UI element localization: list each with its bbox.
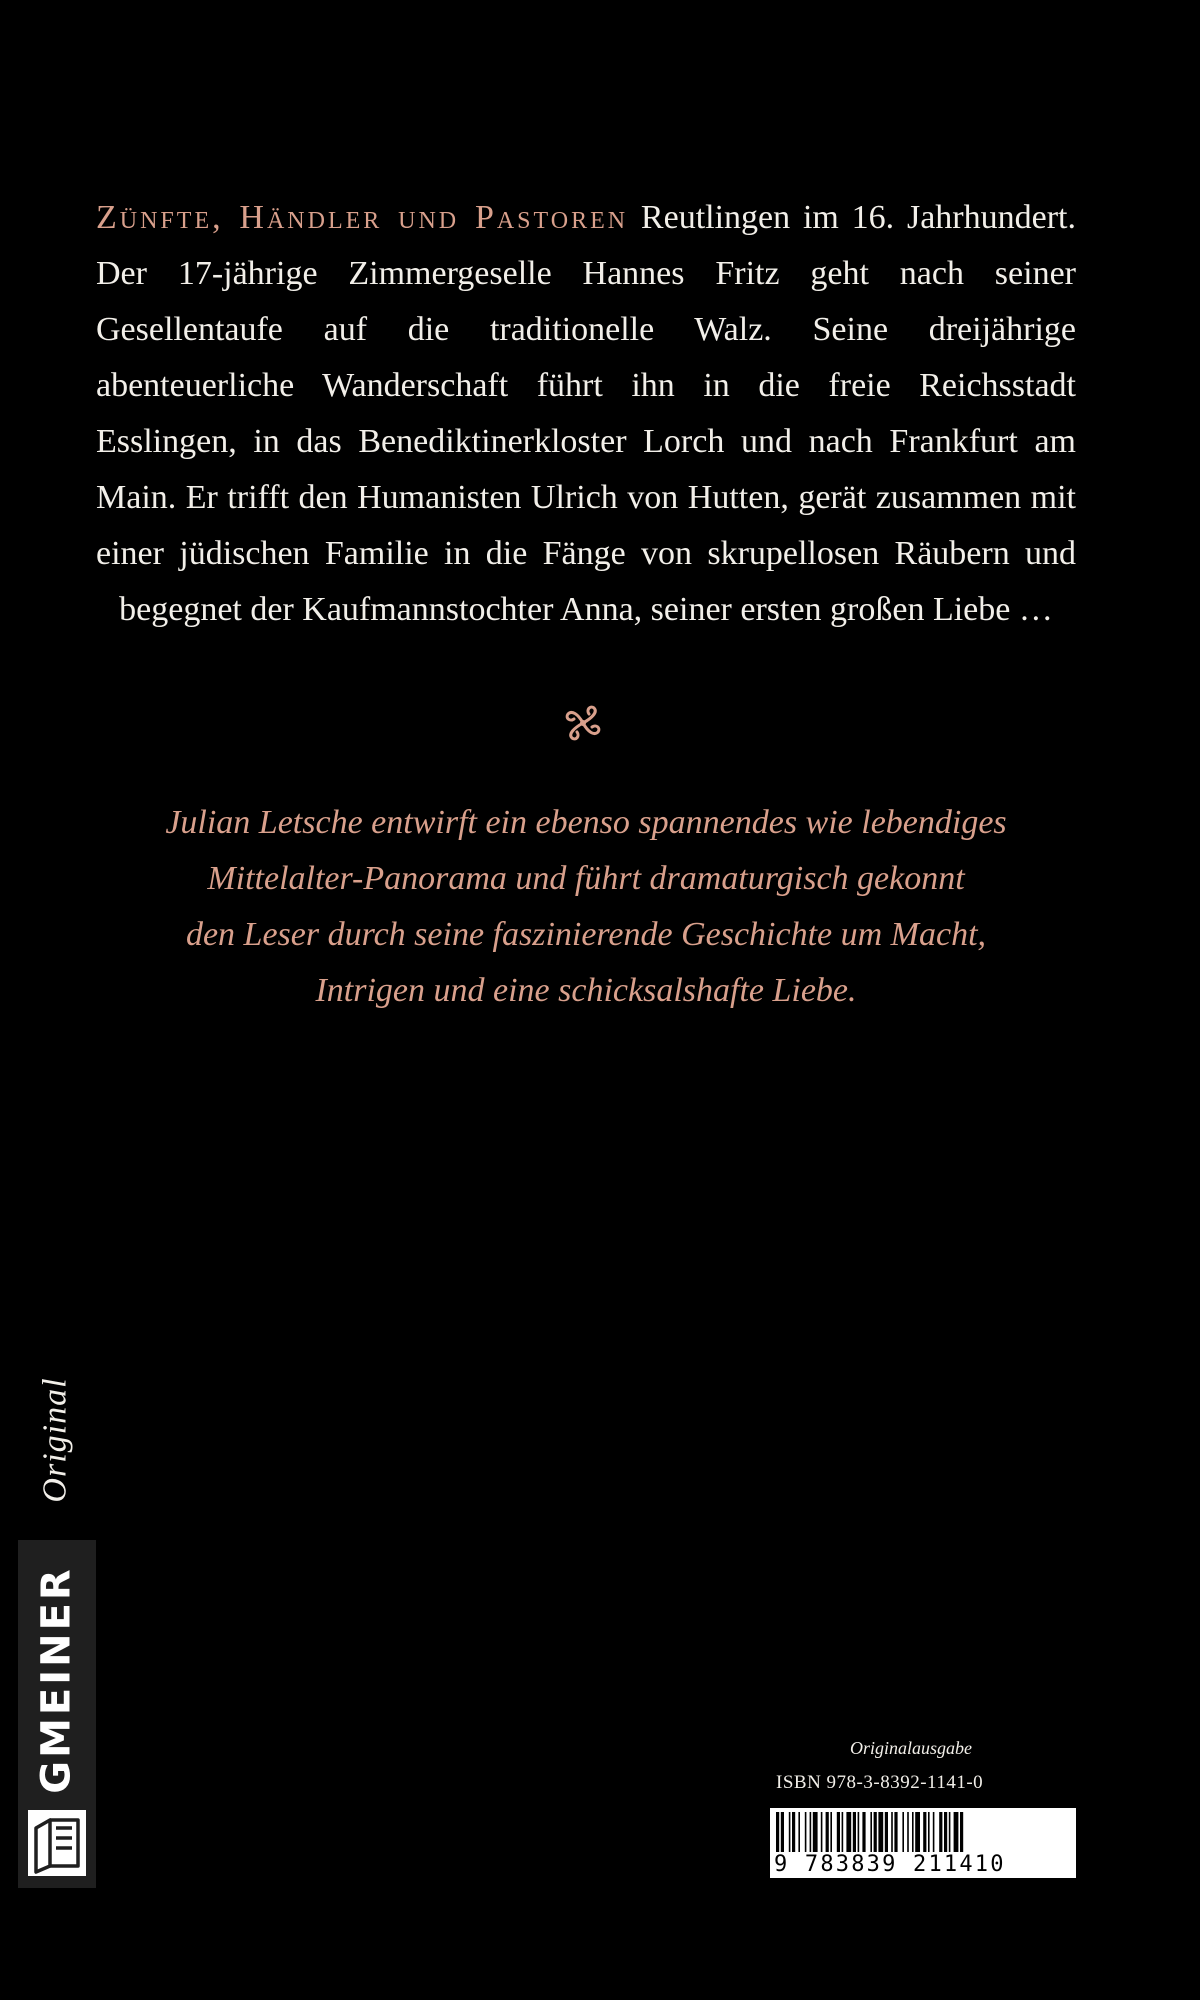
barcode-bar (805, 1812, 807, 1852)
barcode-bar (789, 1812, 791, 1852)
blurb-text (96, 190, 1076, 638)
barcode-bar (885, 1812, 888, 1852)
barcode-bars (770, 1808, 1076, 1854)
barcode-bar (837, 1812, 840, 1852)
barcode-bar (878, 1812, 883, 1852)
review-line: Julian Letsche entwirft ein ebenso spannendes wie lebendiges (165, 804, 1007, 841)
blurb-lead: Zünfte, Händler und Pastoren (96, 199, 629, 236)
barcode-bar (870, 1812, 872, 1852)
barcode-bar (960, 1812, 963, 1852)
barcode-bar (949, 1812, 951, 1852)
blurb-body: Reutlingen im 16. Jahrhundert. Der 17-jährige Zimmergeselle Hannes Fritz geht nach seiner Gesellentaufe auf die traditionelle Walz. Seine dreijährige abenteuerliche Wanderschaft führt ihn in die freie Reichsstadt Esslingen, in das Benediktinerkloster Lorch und nach Frankfurt am Main. Er trifft den Humanisten Ulrich von Hutten, gerät zusammen mit einer jüdischen Familie in die Fänge von skrupellosen Räubern und begegnet der Kaufmannstochter Anna, seiner ersten großen Liebe … (96, 199, 1076, 628)
barcode-bar (874, 1812, 877, 1852)
barcode-bar (781, 1812, 784, 1852)
barcode-bar (826, 1812, 829, 1852)
edition-label: Originalausgabe (850, 1738, 973, 1758)
barcode-bar (842, 1812, 844, 1852)
barcode-bar (776, 1812, 779, 1852)
barcode-bar (846, 1812, 851, 1852)
barcode-bar (810, 1812, 812, 1852)
series-label-text: Original (37, 1377, 74, 1503)
barcode-bar (858, 1812, 860, 1852)
barcode-bar (902, 1812, 904, 1852)
review-quote (96, 795, 1076, 1019)
series-label (16, 1360, 96, 1520)
barcode-bar (939, 1812, 942, 1852)
book-logo-icon (26, 1808, 88, 1878)
barcode-bar (944, 1812, 947, 1852)
barcode-bar (954, 1812, 959, 1852)
barcode-digits: 9 783839 211410 (774, 1852, 1006, 1877)
review-line: Mittelalter-Panorama und führt dramaturgisch gekonnt (207, 860, 965, 897)
publisher-name (20, 1560, 94, 1800)
barcode-bar (821, 1812, 823, 1852)
isbn-text: ISBN 978-3-8392-1141-0 (776, 1772, 984, 1793)
review-line: Intrigen und eine schicksalshafte Liebe. (315, 972, 857, 1009)
barcode-bar (798, 1812, 800, 1852)
publisher-name-text: GMEINER (34, 1566, 81, 1794)
barcode-bar (853, 1812, 856, 1852)
barcode-bar (915, 1812, 920, 1852)
barcode-bar (907, 1812, 909, 1852)
barcode-bar (933, 1812, 935, 1852)
barcode-bar (894, 1812, 897, 1852)
barcode-bar (928, 1812, 930, 1852)
barcode-bar (792, 1812, 795, 1852)
fleuron-ornament-icon (560, 700, 606, 746)
barcode-bar (923, 1812, 926, 1852)
barcode-bar (912, 1812, 914, 1852)
isbn-barcode (770, 1808, 1076, 1878)
barcode-bar (830, 1812, 832, 1852)
barcode-bar (813, 1812, 818, 1852)
review-line: den Leser durch seine faszinierende Geschichte um Macht, (185, 916, 987, 953)
barcode-bar (862, 1812, 865, 1852)
barcode-bar (891, 1812, 893, 1852)
